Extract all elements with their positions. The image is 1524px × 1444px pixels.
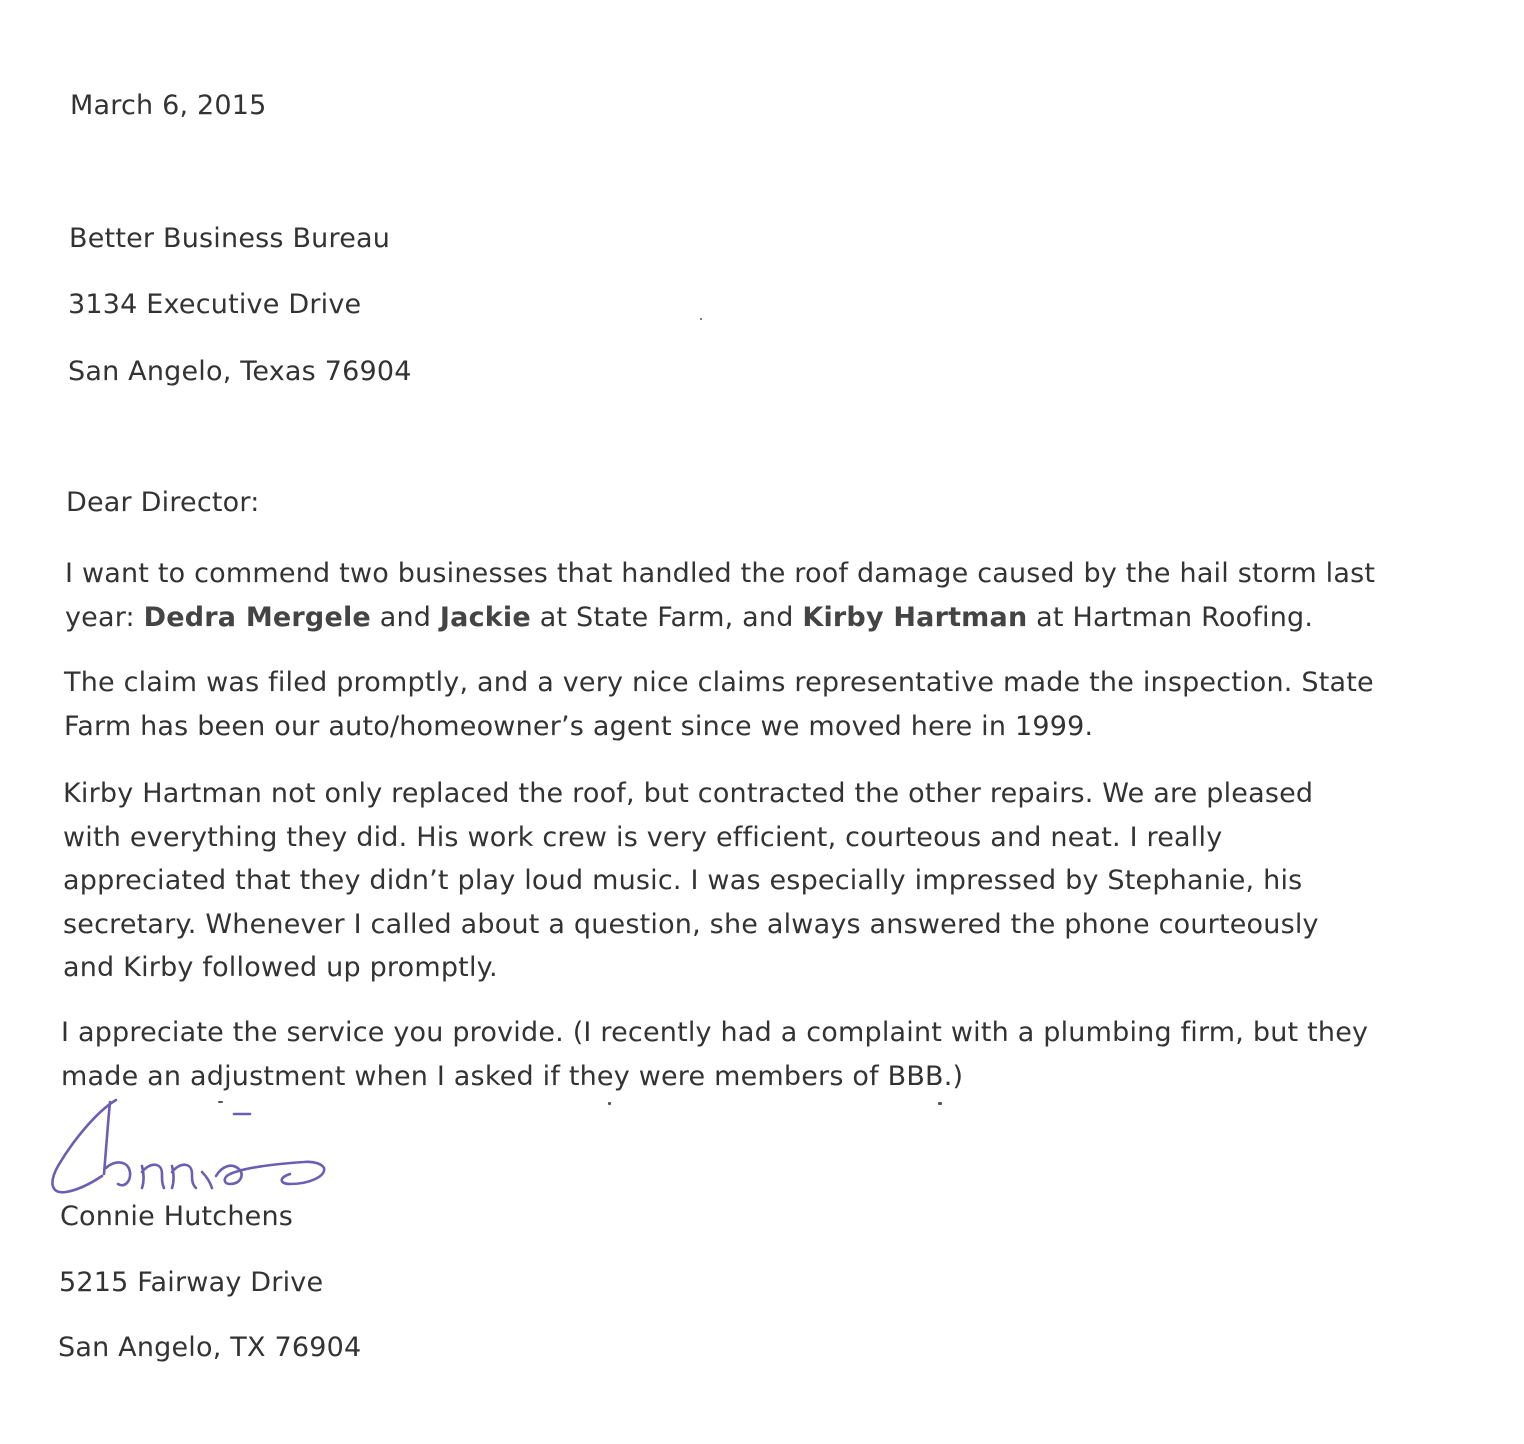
paragraph-line: with everything they did. His work crew is very efficient, courteous and neat. I really bbox=[63, 821, 1223, 853]
recipient-street: 3134 Executive Drive bbox=[68, 289, 362, 320]
sender-name: Connie Hutchens bbox=[60, 1201, 294, 1232]
recipient-name: Better Business Bureau bbox=[69, 223, 391, 254]
salutation: Dear Director: bbox=[66, 487, 260, 518]
paragraph-roofing bbox=[63, 772, 1319, 990]
sender-street: 5215 Fairway Drive bbox=[59, 1267, 324, 1298]
sender-city: San Angelo, TX 76904 bbox=[58, 1332, 362, 1363]
paragraph-line: The claim was filed promptly, and a very nice claims representative made the inspection. State bbox=[64, 667, 1374, 698]
letter-date: March 6, 2015 bbox=[70, 90, 267, 121]
person-name-dedra: Dedra Mergele bbox=[143, 601, 371, 633]
text-fragment: at State Farm, and bbox=[530, 601, 803, 633]
paragraph-line: appreciated that they didn’t play loud music. I was especially impressed by Stephanie, his bbox=[63, 865, 1303, 896]
person-name-jackie: Jackie bbox=[439, 601, 531, 633]
handwritten-signature bbox=[44, 1094, 344, 1204]
paragraph-appreciation bbox=[61, 1011, 1368, 1098]
paragraph-line: Kirby Hartman not only replaced the roof, but contracted the other repairs. We are pleased bbox=[63, 778, 1314, 809]
paragraph-claim bbox=[64, 661, 1374, 748]
person-name-kirby: Kirby Hartman bbox=[802, 601, 1028, 633]
scan-speck bbox=[218, 1101, 223, 1103]
text-fragment: year: bbox=[65, 601, 144, 633]
text-fragment: at Hartman Roofing. bbox=[1027, 601, 1314, 633]
paragraph-commendation bbox=[65, 552, 1375, 639]
paragraph-line: I appreciate the service you provide. (I recently had a complaint with a plumbing firm, but they bbox=[61, 1017, 1369, 1048]
paragraph-line: I want to commend two businesses that handled the roof damage caused by the hail storm last bbox=[65, 558, 1376, 589]
text-fragment: and bbox=[370, 601, 440, 633]
scan-speck bbox=[938, 1102, 942, 1105]
paragraph-line: Farm has been our auto/homeowner’s agent since we moved here in 1999. bbox=[64, 710, 1094, 742]
scan-speck bbox=[700, 318, 702, 320]
paragraph-line bbox=[65, 596, 1375, 640]
paragraph-line: made an adjustment when I asked if they were members of BBB.) bbox=[61, 1060, 964, 1092]
paragraph-line: secretary. Whenever I called about a question, she always answered the phone courteously bbox=[63, 908, 1319, 940]
scan-speck bbox=[608, 1102, 611, 1105]
paragraph-line: and Kirby followed up promptly. bbox=[63, 952, 498, 983]
recipient-city: San Angelo, Texas 76904 bbox=[68, 356, 412, 387]
